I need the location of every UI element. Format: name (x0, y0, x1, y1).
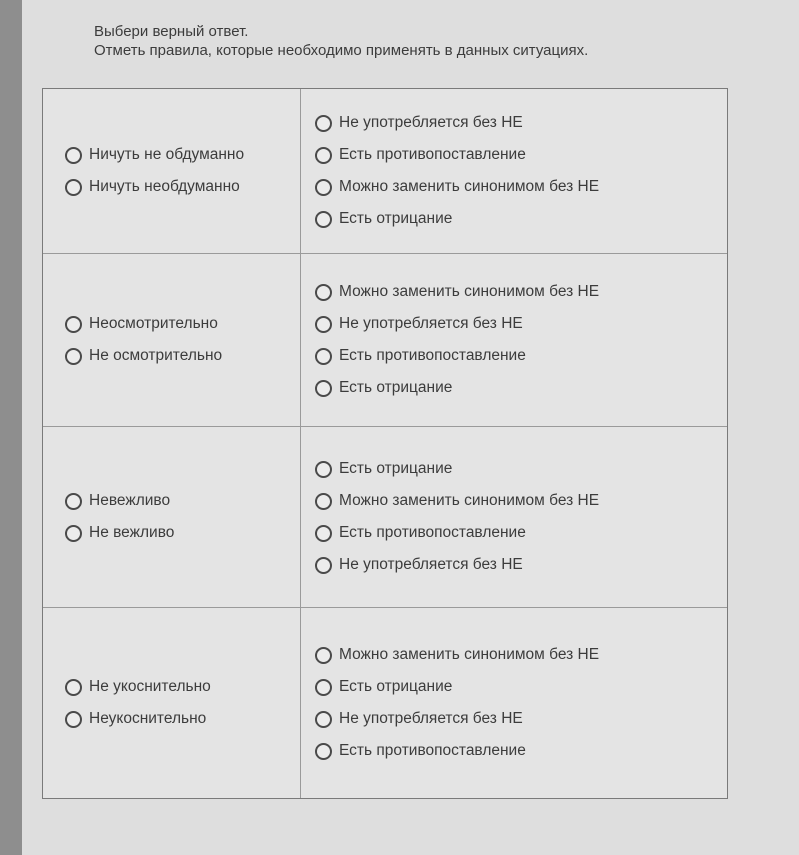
word-option[interactable] (65, 703, 300, 735)
rule-option-label: Можно заменить синонимом без НЕ (339, 178, 600, 195)
word-option[interactable] (65, 517, 300, 549)
radio-icon[interactable] (65, 711, 82, 728)
question-row (43, 607, 727, 798)
rule-option[interactable] (315, 340, 727, 372)
rule-option-label: Можно заменить синонимом без НЕ (339, 283, 600, 300)
word-option-label: Неукоснительно (89, 710, 207, 727)
rule-option[interactable] (315, 107, 727, 139)
rule-option[interactable] (315, 171, 727, 203)
rule-option-label: Есть противопоставление (339, 524, 526, 541)
radio-icon[interactable] (315, 557, 332, 574)
word-option[interactable] (65, 171, 300, 203)
word-option-label: Ничуть не обдуманно (89, 146, 245, 163)
rule-option-label: Есть отрицание (339, 678, 453, 695)
word-option-label: Не осмотрительно (89, 347, 223, 364)
rule-option[interactable] (315, 735, 727, 767)
radio-icon[interactable] (315, 743, 332, 760)
instruction-text: Выбери верный ответ. (94, 23, 249, 40)
word-option[interactable] (65, 308, 300, 340)
radio-icon[interactable] (315, 647, 332, 664)
radio-icon[interactable] (315, 115, 332, 132)
word-option-label: Невежливо (89, 492, 171, 509)
rule-option-label: Можно заменить синонимом без НЕ (339, 492, 600, 509)
rule-options-cell (301, 254, 727, 426)
rule-option[interactable] (315, 372, 727, 404)
word-option-label: Не вежливо (89, 524, 175, 541)
word-option[interactable] (65, 139, 300, 171)
word-option-label: Не укоснительно (89, 678, 211, 695)
rule-option-label: Не употребляется без НЕ (339, 710, 523, 727)
rule-option-label: Не употребляется без НЕ (339, 114, 523, 131)
radio-icon[interactable] (315, 211, 332, 228)
question-row (43, 253, 727, 426)
question-grid (42, 88, 728, 799)
rule-option[interactable] (315, 308, 727, 340)
radio-icon[interactable] (65, 679, 82, 696)
rule-options-cell (301, 608, 727, 798)
rule-option[interactable] (315, 203, 727, 235)
rule-option-label: Есть противопоставление (339, 742, 526, 759)
radio-icon[interactable] (315, 461, 332, 478)
word-options-cell (43, 608, 301, 798)
radio-icon[interactable] (65, 147, 82, 164)
word-option[interactable] (65, 671, 300, 703)
radio-icon[interactable] (65, 348, 82, 365)
radio-icon[interactable] (315, 348, 332, 365)
word-option-label: Ничуть необдуманно (89, 178, 240, 195)
radio-icon[interactable] (315, 679, 332, 696)
task-header (94, 22, 588, 60)
word-options-cell (43, 89, 301, 253)
word-options-cell (43, 427, 301, 607)
rule-option[interactable] (315, 276, 727, 308)
rule-option-label: Есть отрицание (339, 460, 453, 477)
radio-icon[interactable] (65, 525, 82, 542)
radio-icon[interactable] (315, 380, 332, 397)
rule-option[interactable] (315, 139, 727, 171)
question-text: Отметь правила, которые необходимо применять в данных ситуациях. (94, 42, 589, 59)
rule-option[interactable] (315, 703, 727, 735)
word-option-label: Неосмотрительно (89, 315, 218, 332)
question-row (43, 89, 727, 253)
rule-option-label: Не употребляется без НЕ (339, 315, 523, 332)
radio-icon[interactable] (315, 316, 332, 333)
radio-icon[interactable] (315, 525, 332, 542)
radio-icon[interactable] (315, 493, 332, 510)
rule-option-label: Есть противопоставление (339, 347, 526, 364)
rule-option[interactable] (315, 639, 727, 671)
rule-option[interactable] (315, 517, 727, 549)
rule-option[interactable] (315, 453, 727, 485)
rule-option-label: Есть отрицание (339, 210, 453, 227)
rule-option-label: Есть отрицание (339, 379, 453, 396)
radio-icon[interactable] (315, 147, 332, 164)
rule-options-cell (301, 427, 727, 607)
rule-option[interactable] (315, 549, 727, 581)
radio-icon[interactable] (315, 284, 332, 301)
radio-icon[interactable] (65, 316, 82, 333)
radio-icon[interactable] (315, 179, 332, 196)
radio-icon[interactable] (315, 711, 332, 728)
radio-icon[interactable] (65, 493, 82, 510)
question-row (43, 426, 727, 607)
rule-option[interactable] (315, 671, 727, 703)
rule-options-cell (301, 89, 727, 253)
radio-icon[interactable] (65, 179, 82, 196)
rule-option-label: Есть противопоставление (339, 146, 526, 163)
rule-option-label: Можно заменить синонимом без НЕ (339, 646, 600, 663)
rule-option[interactable] (315, 485, 727, 517)
word-option[interactable] (65, 340, 300, 372)
word-options-cell (43, 254, 301, 426)
rule-option-label: Не употребляется без НЕ (339, 556, 523, 573)
word-option[interactable] (65, 485, 300, 517)
